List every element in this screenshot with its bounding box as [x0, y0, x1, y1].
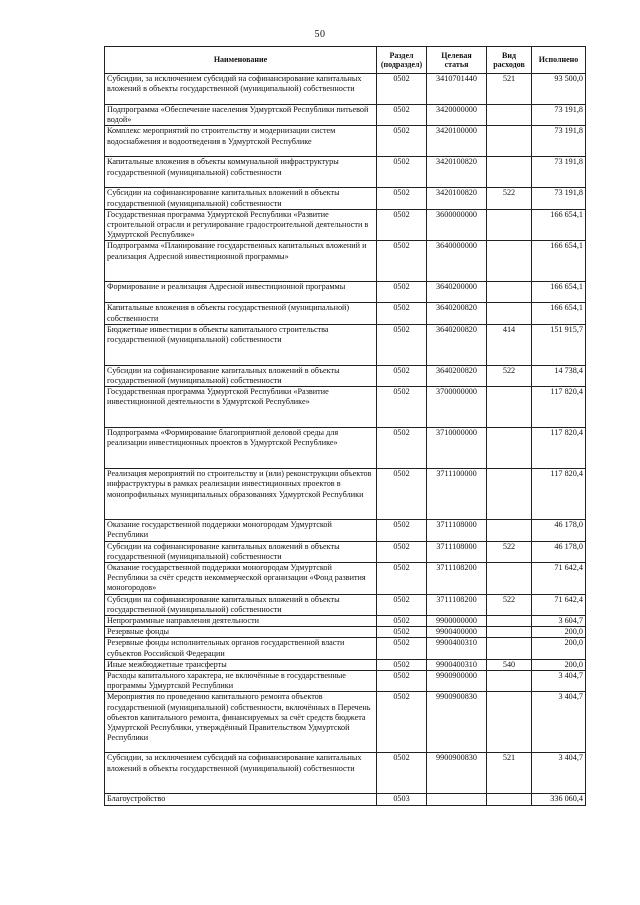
- cell-target: 3711108200: [427, 594, 487, 615]
- cell-target: 9900900000: [427, 671, 487, 692]
- cell-amount: 166 654,1: [532, 303, 586, 324]
- cell-name: Резервные фонды: [105, 627, 377, 638]
- cell-amount: 200,0: [532, 627, 586, 638]
- cell-amount: 71 642,4: [532, 563, 586, 595]
- cell-name: Бюджетные инвестиции в объекты капитального строительства государственной (муниципальной) собственности: [105, 324, 377, 365]
- table-row: [105, 241, 586, 282]
- cell-section: 0502: [377, 692, 427, 753]
- cell-name: Государственная программа Удмуртской Республики «Развитие строительной отрасли и регулирование градостроительной деятельности в Удмуртской Республике»: [105, 209, 377, 241]
- table-row: [105, 209, 586, 241]
- cell-target: 3640200820: [427, 303, 487, 324]
- cell-amount: 3 404,7: [532, 753, 586, 794]
- table-row: [105, 671, 586, 692]
- cell-type: [487, 563, 532, 595]
- cell-name: Подпрограмма «Формирование благоприятной деловой среды для реализации инвестиционных проектов в Удмуртской Республике»: [105, 428, 377, 469]
- table-row: [105, 616, 586, 627]
- cell-name: Капитальные вложения в объекты государственной (муниципальной) собственности: [105, 303, 377, 324]
- cell-amount: 73 191,8: [532, 105, 586, 126]
- column-header-amount: Исполнено: [532, 47, 586, 74]
- cell-section: 0502: [377, 241, 427, 282]
- cell-section: 0502: [377, 541, 427, 562]
- cell-name: Субсидии на софинансирование капитальных вложений в объекты государственной (муниципальной) собственности: [105, 365, 377, 386]
- cell-name: Субсидии, за исключением субсидий на софинансирование капитальных вложений в объекты государственной (муниципальной) собственности: [105, 753, 377, 794]
- cell-target: 3711108200: [427, 563, 487, 595]
- cell-name: Мероприятия по проведению капитального ремонта объектов государственной (муниципальной) собственности, включённых в Перечень объектов капитального ремонта, финансируемых за счёт средств бюджета Удмуртской Республики, утверждённый Правительством Удмуртской Республики: [105, 692, 377, 753]
- cell-target: 9900000000: [427, 616, 487, 627]
- column-header-target: Целевая статья: [427, 47, 487, 74]
- table-row: [105, 282, 586, 303]
- cell-target: 3711108000: [427, 541, 487, 562]
- cell-type: [487, 282, 532, 303]
- cell-section: 0502: [377, 324, 427, 365]
- cell-type: 540: [487, 659, 532, 670]
- cell-target: 9900400310: [427, 659, 487, 670]
- cell-name: Подпрограмма «Планирование государственных капитальных вложений и реализация Адресной инвестиционной программы»: [105, 241, 377, 282]
- cell-amount: 14 738,4: [532, 365, 586, 386]
- cell-target: 3420100000: [427, 126, 487, 157]
- cell-name: Комплекс мероприятий по строительству и модернизации систем водоснабжения и водоотведения в Удмуртской Республике: [105, 126, 377, 157]
- cell-name: Оказание государственной поддержки моногородам Удмуртской Республики: [105, 520, 377, 541]
- page-number: 50: [314, 29, 326, 40]
- cell-section: 0502: [377, 105, 427, 126]
- cell-section: 0502: [377, 387, 427, 428]
- cell-section: 0502: [377, 659, 427, 670]
- table-row: [105, 303, 586, 324]
- cell-amount: 46 178,0: [532, 520, 586, 541]
- cell-amount: 46 178,0: [532, 541, 586, 562]
- cell-type: 522: [487, 594, 532, 615]
- cell-section: 0502: [377, 594, 427, 615]
- cell-section: 0502: [377, 303, 427, 324]
- cell-type: [487, 428, 532, 469]
- cell-name: Расходы капитального характера, не включённые в государственные программы Удмуртской Республики: [105, 671, 377, 692]
- cell-target: 3711100000: [427, 469, 487, 520]
- table-row: [105, 659, 586, 670]
- cell-amount: 166 654,1: [532, 241, 586, 282]
- cell-amount: 73 191,8: [532, 157, 586, 188]
- cell-target: 3420100820: [427, 188, 487, 209]
- cell-type: [487, 387, 532, 428]
- cell-target: 3420100820: [427, 157, 487, 188]
- cell-target: 9900400310: [427, 638, 487, 659]
- cell-amount: 151 915,7: [532, 324, 586, 365]
- cell-type: 522: [487, 541, 532, 562]
- cell-section: 0502: [377, 469, 427, 520]
- cell-name: Иные межбюджетные трансферты: [105, 659, 377, 670]
- cell-type: [487, 469, 532, 520]
- cell-type: [487, 692, 532, 753]
- cell-name: Формирование и реализация Адресной инвестиционной программы: [105, 282, 377, 303]
- cell-amount: 117 820,4: [532, 469, 586, 520]
- cell-section: 0502: [377, 627, 427, 638]
- cell-amount: 93 500,0: [532, 74, 586, 105]
- cell-name: Реализация мероприятий по строительству и (или) реконструкции объектов инфраструктуры в рамках реализации инвестиционных проектов в монопрофильных муниципальных образованиях Удмуртской Республики: [105, 469, 377, 520]
- cell-amount: 3 604,7: [532, 616, 586, 627]
- cell-type: 521: [487, 74, 532, 105]
- column-header-name: Наименование: [105, 47, 377, 74]
- cell-amount: 166 654,1: [532, 209, 586, 241]
- cell-section: 0503: [377, 794, 427, 805]
- cell-amount: 3 404,7: [532, 692, 586, 753]
- column-header-section: Раздел (подраздел): [377, 47, 427, 74]
- table-row: [105, 520, 586, 541]
- cell-name: Непрограммные направления деятельности: [105, 616, 377, 627]
- cell-type: [487, 671, 532, 692]
- cell-section: 0502: [377, 126, 427, 157]
- cell-amount: 73 191,8: [532, 188, 586, 209]
- cell-target: 3600000000: [427, 209, 487, 241]
- cell-target: 3410701440: [427, 74, 487, 105]
- table-row: [105, 428, 586, 469]
- table-row: [105, 594, 586, 615]
- cell-target: 3420000000: [427, 105, 487, 126]
- cell-section: 0502: [377, 638, 427, 659]
- cell-type: 522: [487, 365, 532, 386]
- cell-type: [487, 105, 532, 126]
- cell-amount: 117 820,4: [532, 428, 586, 469]
- cell-amount: 71 642,4: [532, 594, 586, 615]
- cell-target: 3711108000: [427, 520, 487, 541]
- cell-name: Субсидии на софинансирование капитальных вложений в объекты государственной (муниципальной) собственности: [105, 188, 377, 209]
- cell-target: 9900900830: [427, 692, 487, 753]
- cell-type: 522: [487, 188, 532, 209]
- cell-target: 9900900830: [427, 753, 487, 794]
- cell-target: 3640200820: [427, 324, 487, 365]
- cell-type: [487, 241, 532, 282]
- cell-section: 0502: [377, 209, 427, 241]
- cell-type: [487, 126, 532, 157]
- cell-type: [487, 303, 532, 324]
- cell-name: Благоустройство: [105, 794, 377, 805]
- cell-amount: 117 820,4: [532, 387, 586, 428]
- table-row: [105, 126, 586, 157]
- cell-amount: 200,0: [532, 638, 586, 659]
- cell-target: 3640200000: [427, 282, 487, 303]
- cell-name: Субсидии на софинансирование капитальных вложений в объекты государственной (муниципальной) собственности: [105, 594, 377, 615]
- cell-section: 0502: [377, 365, 427, 386]
- cell-name: Резервные фонды исполнительных органов государственной власти субъектов Российской Федерации: [105, 638, 377, 659]
- cell-name: Подпрограмма «Обеспечение населения Удмуртской Республики питьевой водой»: [105, 105, 377, 126]
- column-header-type: Вид расходов: [487, 47, 532, 74]
- cell-type: 414: [487, 324, 532, 365]
- cell-type: [487, 157, 532, 188]
- table-row: [105, 541, 586, 562]
- cell-section: 0502: [377, 428, 427, 469]
- cell-type: [487, 794, 532, 805]
- cell-target: 3640200820: [427, 365, 487, 386]
- table-row: [105, 627, 586, 638]
- cell-name: Капитальные вложения в объекты коммунальной инфраструктуры государственной (муниципальной) собственности: [105, 157, 377, 188]
- table-row: [105, 105, 586, 126]
- cell-type: [487, 627, 532, 638]
- table-row: [105, 387, 586, 428]
- cell-section: 0502: [377, 520, 427, 541]
- cell-section: 0502: [377, 188, 427, 209]
- cell-target: [427, 794, 487, 805]
- table-row: [105, 324, 586, 365]
- cell-section: 0502: [377, 616, 427, 627]
- cell-name: Субсидии на софинансирование капитальных вложений в объекты государственной (муниципальной) собственности: [105, 541, 377, 562]
- cell-type: [487, 638, 532, 659]
- cell-section: 0502: [377, 671, 427, 692]
- cell-section: 0502: [377, 282, 427, 303]
- table-row: [105, 188, 586, 209]
- budget-table: [104, 46, 586, 806]
- cell-type: [487, 520, 532, 541]
- cell-amount: 73 191,8: [532, 126, 586, 157]
- table-row: [105, 469, 586, 520]
- cell-type: [487, 209, 532, 241]
- cell-type: [487, 616, 532, 627]
- cell-amount: 200,0: [532, 659, 586, 670]
- cell-name: Государственная программа Удмуртской Республики «Развитие инвестиционной деятельности в Удмуртской Республике»: [105, 387, 377, 428]
- cell-amount: 336 060,4: [532, 794, 586, 805]
- cell-target: 3710000000: [427, 428, 487, 469]
- cell-section: 0502: [377, 157, 427, 188]
- cell-type: 521: [487, 753, 532, 794]
- table-header-row: [105, 47, 586, 74]
- cell-name: Оказание государственной поддержки моногородам Удмуртской Республики за счёт средств некоммерческой организации «Фонд развития моногородов»: [105, 563, 377, 595]
- cell-name: Субсидии, за исключением субсидий на софинансирование капитальных вложений в объекты государственной (муниципальной) собственности: [105, 74, 377, 105]
- cell-section: 0502: [377, 753, 427, 794]
- table-row: [105, 563, 586, 595]
- table-row: [105, 794, 586, 805]
- table-row: [105, 365, 586, 386]
- cell-target: 3700000000: [427, 387, 487, 428]
- cell-target: 3640000000: [427, 241, 487, 282]
- cell-section: 0502: [377, 74, 427, 105]
- table-row: [105, 638, 586, 659]
- cell-section: 0502: [377, 563, 427, 595]
- table-row: [105, 157, 586, 188]
- cell-amount: 3 404,7: [532, 671, 586, 692]
- cell-amount: 166 654,1: [532, 282, 586, 303]
- table-row: [105, 753, 586, 794]
- cell-target: 9900400000: [427, 627, 487, 638]
- table-row: [105, 692, 586, 753]
- table-row: [105, 74, 586, 105]
